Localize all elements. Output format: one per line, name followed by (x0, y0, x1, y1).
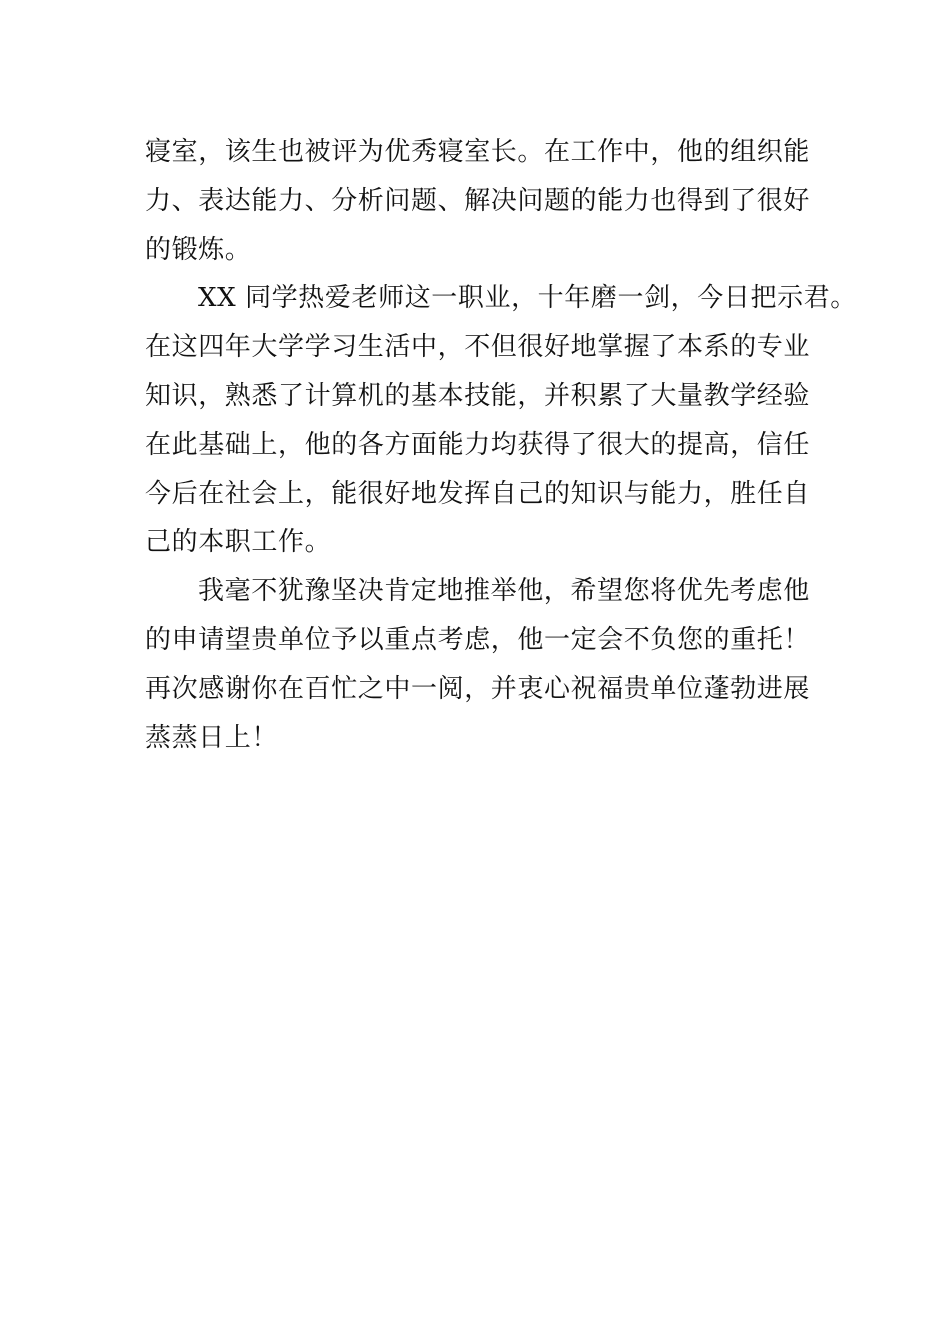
text-line: 蒸蒸日上！ (145, 722, 279, 753)
text-line: 在此基础上，他的各方面能力均获得了很大的提高，信任 (145, 429, 811, 460)
text-line: 己的本职工作。 (145, 527, 332, 558)
text-line: XX 同学热爱老师这一职业，十年磨一剑，今日把示君。 (198, 283, 857, 314)
paragraph-recommendation (145, 567, 845, 762)
text-line: 在这四年大学学习生活中，不但很好地掌握了本系的专业 (145, 332, 811, 363)
text-line: 力、表达能力、分析问题、解决问题的能力也得到了很好 (145, 185, 811, 216)
text-line: 再次感谢你在百忙之中一阅，并衷心祝福贵单位蓬勃进展 (145, 673, 811, 704)
text-line: 的申请望贵单位予以重点考虑，他一定会不负您的重托！ (145, 624, 811, 655)
text-line: 我毫不犹豫坚决肯定地推举他，希望您将优先考虑他 (198, 576, 810, 607)
text-line: 今后在社会上，能很好地发挥自己的知识与能力，胜任自 (145, 478, 811, 509)
text-line: 的锻炼。 (145, 234, 252, 265)
text-line: 寝室，该生也被评为优秀寝室长。在工作中，他的组织能 (145, 137, 811, 167)
paragraph-student-qualities (145, 274, 857, 567)
text-line: 知识，熟悉了计算机的基本技能，并积累了大量教学经验 (145, 380, 811, 411)
paragraph-dorm-leader (145, 128, 845, 274)
letter-body (145, 128, 857, 762)
